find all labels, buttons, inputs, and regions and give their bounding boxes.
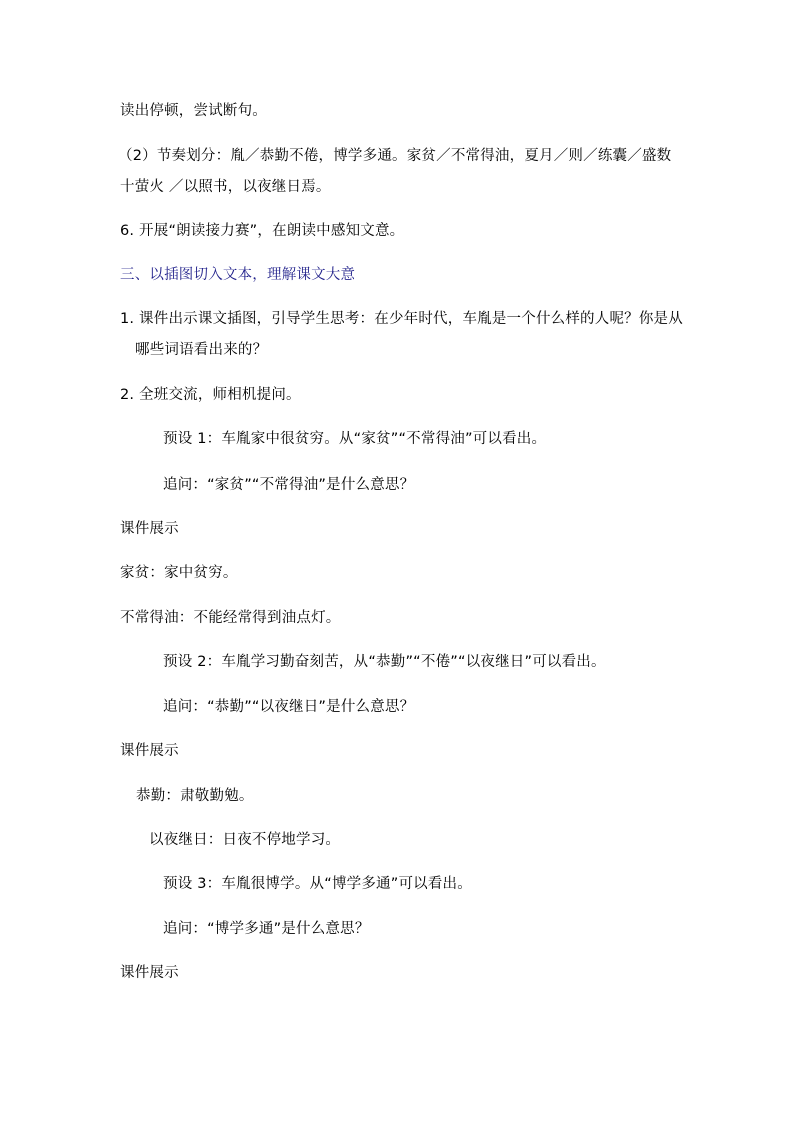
definition-line: 家贫：家中贫穷。 (120, 565, 238, 581)
courseware-label: 课件展示 (120, 743, 179, 759)
preset-line: 预设 3：车胤很博学。从“博学多通”可以看出。 (163, 876, 472, 892)
definition-line: 不常得油：不能经常得到油点灯。 (120, 610, 341, 626)
preset-line: 预设 2：车胤学习勤奋刻苦，从“恭勤”“不倦”“以夜继日”可以看出。 (163, 654, 606, 670)
section-heading: 三、以插图切入文本，理解课文大意 (120, 267, 356, 283)
paragraph-line: 6. 开展“朗读接力赛”，在朗读中感知文意。 (120, 223, 405, 239)
paragraph-line: 2. 全班交流，师相机提问。 (120, 387, 301, 403)
question-line: 追问：“博学多通”是什么意思？ (163, 921, 370, 937)
definition-line: 以夜继日：日夜不停地学习。 (149, 832, 341, 848)
paragraph-line: 哪些词语看出来的？ (135, 342, 268, 358)
paragraph-line: 十萤火 ／以照书，以夜继日焉。 (120, 179, 331, 195)
question-line: 追问：“家贫”“不常得油”是什么意思？ (163, 477, 415, 493)
question-line: 追问：“恭勤”“以夜继日”是什么意思？ (163, 699, 415, 715)
courseware-label: 课件展示 (120, 521, 179, 537)
paragraph-line: （2）节奏划分：胤／恭勤不倦，博学多通。家贫／不常得油，夏月／则／练囊／盛数 (118, 148, 672, 164)
courseware-label: 课件展示 (120, 965, 179, 981)
definition-line: 恭勤：肃敬勤勉。 (136, 788, 254, 804)
preset-line: 预设 1：车胤家中很贫穷。从“家贫”“不常得油”可以看出。 (163, 431, 547, 447)
paragraph-line: 读出停顿，尝试断句。 (120, 103, 267, 119)
paragraph-line: 1. 课件出示课文插图，引导学生思考：在少年时代，车胤是一个什么样的人呢？你是从 (120, 311, 683, 327)
